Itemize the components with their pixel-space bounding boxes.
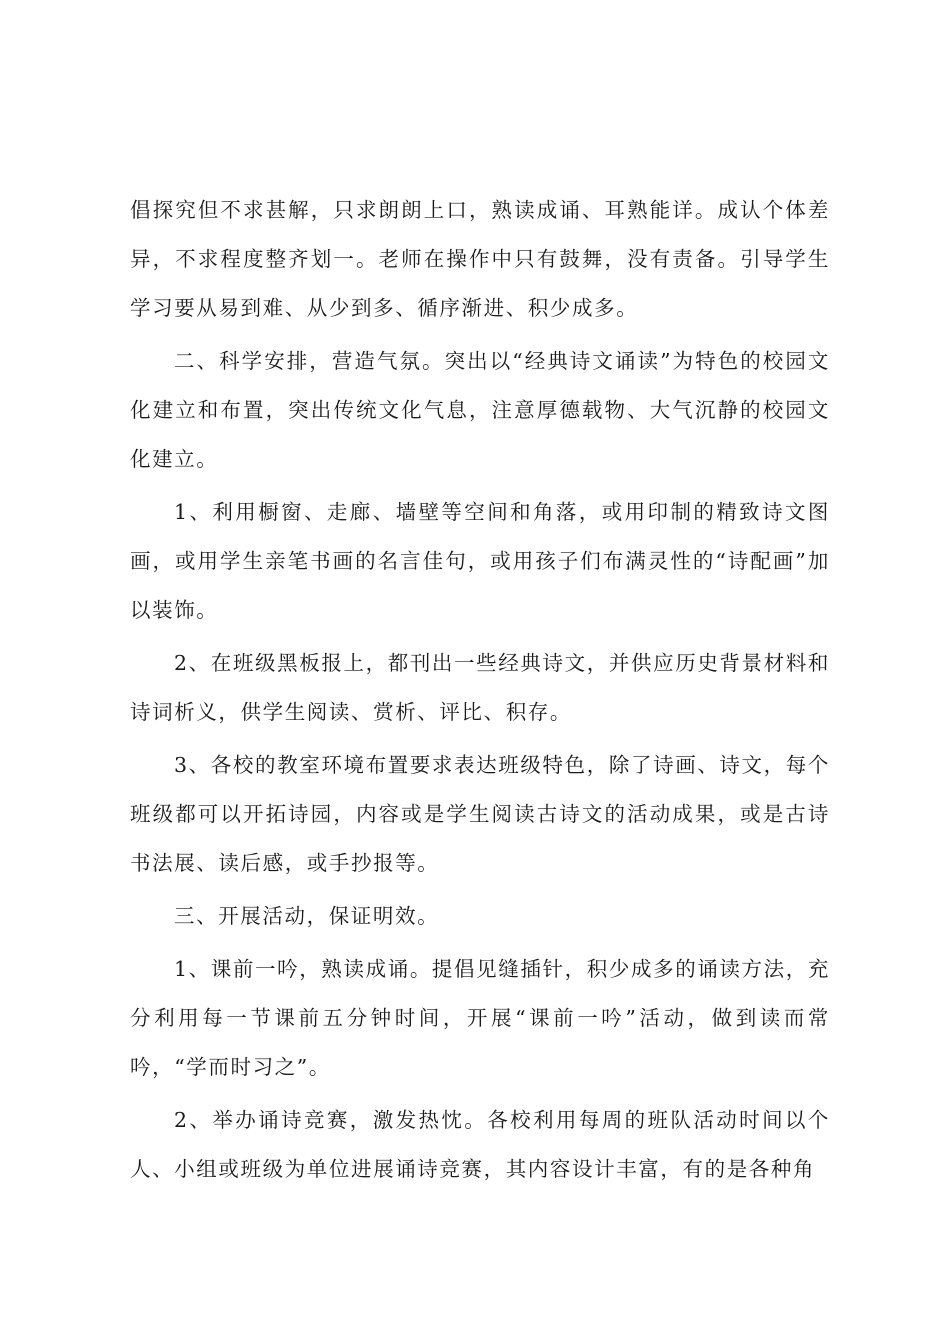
paragraph-7: 1、课前一吟，熟读成诵。提倡见缝插针，积少成多的诵读方法，充分利用每一节课前五分钟时间，开展“课前一吟”活动，做到读而常吟，“学而时习之”。 bbox=[130, 957, 830, 1079]
paragraph-6: 三、开展活动，保证明效。 bbox=[174, 904, 440, 928]
paragraph-3: 1、利用橱窗、走廊、墙壁等空间和角落，或用印制的精致诗文图画，或用学生亲笔书画的名言佳句，或用孩子们布满灵性的“诗配画”加以装饰。 bbox=[130, 500, 830, 622]
paragraph-1: 倡探究但不求甚解，只求朗朗上口，熟读成诵、耳熟能详。成认个体差异，不求程度整齐划一。老师在操作中只有鼓舞，没有责备。引导学生学习要从易到难、从少到多、循序渐进、积少成多。 bbox=[130, 198, 830, 320]
document-body bbox=[130, 186, 830, 1194]
paragraph-2: 二、科学安排，营造气氛。突出以“经典诗文诵读”为特色的校园文化建立和布置，突出传统文化气息，注意厚德载物、大气沉静的校园文化建立。 bbox=[130, 349, 830, 471]
paragraph-5: 3、各校的教室环境布置要求表达班级特色，除了诗画、诗文，每个班级都可以开拓诗园，内容或是学生阅读古诗文的活动成果，或是古诗书法展、读后感，或手抄报等。 bbox=[130, 753, 830, 875]
paragraph-4: 2、在班级黑板报上，都刊出一些经典诗文，并供应历史背景材料和诗词析义，供学生阅读、赏析、评比、积存。 bbox=[130, 651, 830, 724]
paragraph-8: 2、举办诵诗竞赛，激发热忱。各校利用每周的班队活动时间以个人、小组或班级为单位进展诵诗竞赛，其内容设计丰富，有的是各种角 bbox=[130, 1108, 830, 1181]
